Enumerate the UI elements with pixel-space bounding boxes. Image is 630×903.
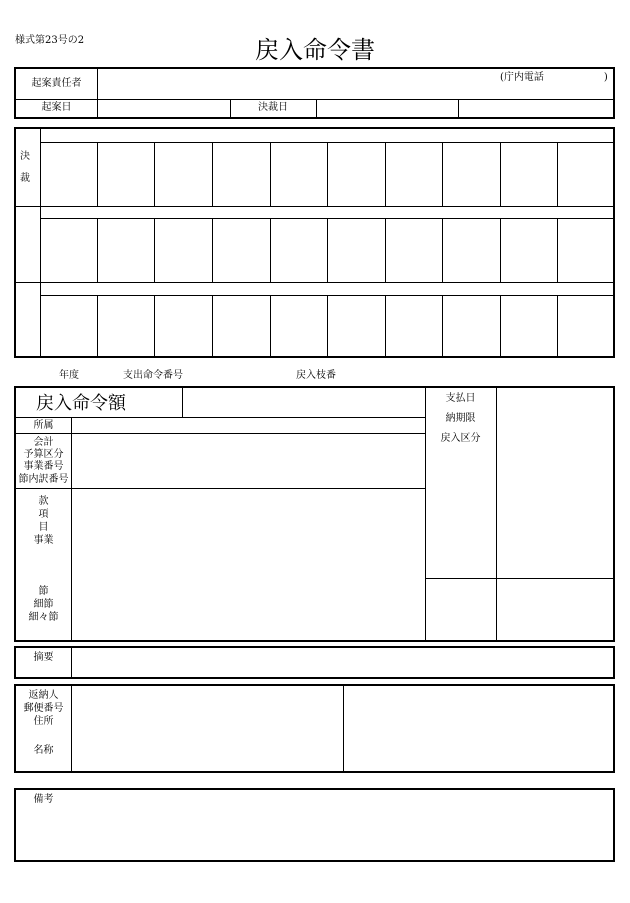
divider — [71, 686, 72, 771]
payment-date-label: 支払日 — [445, 393, 476, 404]
divider — [16, 433, 425, 434]
divider — [71, 648, 72, 677]
stamp-cell-divider — [442, 218, 443, 282]
return-order-table — [14, 386, 615, 642]
postal-code-label: 郵便番号 — [23, 703, 64, 714]
stamp-cell-divider — [385, 218, 386, 282]
stamp-cell-divider — [327, 218, 328, 282]
divider — [40, 129, 41, 356]
due-date-label: 納期限 — [445, 413, 476, 424]
divider — [16, 282, 613, 283]
stamp-cell-divider — [154, 218, 155, 282]
divider — [71, 417, 72, 640]
page-title: 戻入命令書 — [255, 36, 375, 64]
divider — [458, 99, 459, 117]
stamp-cell-divider — [385, 142, 386, 206]
saisetsu-label: 細節 — [33, 599, 54, 610]
stamp-cell-divider — [270, 142, 271, 206]
stamp-cell-divider — [327, 295, 328, 356]
summary-label: 摘要 — [33, 652, 54, 663]
return-branch-number-label: 戻入枝番 — [296, 370, 336, 381]
returner-label: 返納人 — [28, 690, 59, 701]
stamp-cell-divider — [212, 142, 213, 206]
affiliation-label: 所属 — [33, 420, 54, 431]
stamp-cell-divider — [212, 218, 213, 282]
divider — [182, 388, 183, 417]
return-amount-label: 戻入命令額 — [36, 393, 126, 414]
payer-table — [14, 684, 615, 773]
remarks-table — [14, 788, 615, 862]
fiscal-year-label: 年度 — [59, 370, 79, 381]
moku-label: 目 — [38, 522, 49, 533]
accounting-label: 会計 — [33, 437, 54, 448]
stamp-cell-divider — [557, 142, 558, 206]
kan-label: 款 — [38, 496, 49, 507]
project-number-label: 事業番号 — [23, 461, 64, 472]
stamp-cell-divider — [442, 142, 443, 206]
draft-date-label: 起案日 — [41, 102, 72, 113]
return-category-label: 戻入区分 — [440, 433, 481, 444]
jigyou-label: 事業 — [33, 535, 54, 546]
divider — [16, 99, 613, 100]
expense-order-number-label: 支出命令番号 — [123, 370, 183, 381]
divider — [343, 686, 344, 771]
summary-table — [14, 646, 615, 679]
stamp-cell-divider — [500, 295, 501, 356]
approval-label-2: 裁 — [20, 173, 30, 184]
phone-label: (庁内電話 ) — [500, 72, 608, 83]
budget-category-label: 予算区分 — [23, 449, 64, 460]
stamp-cell-divider — [154, 142, 155, 206]
form-number: 様式第23号の2 — [15, 35, 85, 46]
address-label: 住所 — [33, 716, 54, 727]
name-label: 名称 — [33, 745, 54, 756]
divider — [16, 417, 425, 418]
approval-label-1: 決 — [20, 151, 30, 162]
divider — [316, 99, 317, 117]
drafter-label: 起案責任者 — [31, 78, 82, 89]
remarks-label: 備考 — [33, 794, 54, 805]
divider — [425, 388, 426, 640]
decision-date-label: 決裁日 — [258, 102, 288, 113]
stamp-cell-divider — [212, 295, 213, 356]
drafter-table — [14, 67, 615, 119]
stamp-cell-divider — [97, 295, 98, 356]
stamp-cell-divider — [500, 142, 501, 206]
stamp-cell-divider — [557, 218, 558, 282]
kou-label: 項 — [38, 509, 49, 520]
divider — [425, 578, 613, 579]
stamp-cell-divider — [385, 295, 386, 356]
stamp-cell-divider — [270, 218, 271, 282]
stamp-cell-divider — [500, 218, 501, 282]
setsu-label: 節 — [38, 586, 49, 597]
approval-table — [14, 127, 615, 358]
divider — [16, 488, 425, 489]
stamp-cell-divider — [270, 295, 271, 356]
section-detail-number-label: 節内訳番号 — [18, 474, 69, 485]
stamp-cell-divider — [97, 142, 98, 206]
divider — [97, 69, 98, 117]
divider — [16, 206, 613, 207]
saisaisetsu-label: 細々節 — [28, 612, 59, 623]
stamp-cell-divider — [557, 295, 558, 356]
stamp-cell-divider — [327, 142, 328, 206]
divider — [496, 388, 497, 640]
stamp-cell-divider — [154, 295, 155, 356]
stamp-cell-divider — [442, 295, 443, 356]
stamp-cell-divider — [97, 218, 98, 282]
